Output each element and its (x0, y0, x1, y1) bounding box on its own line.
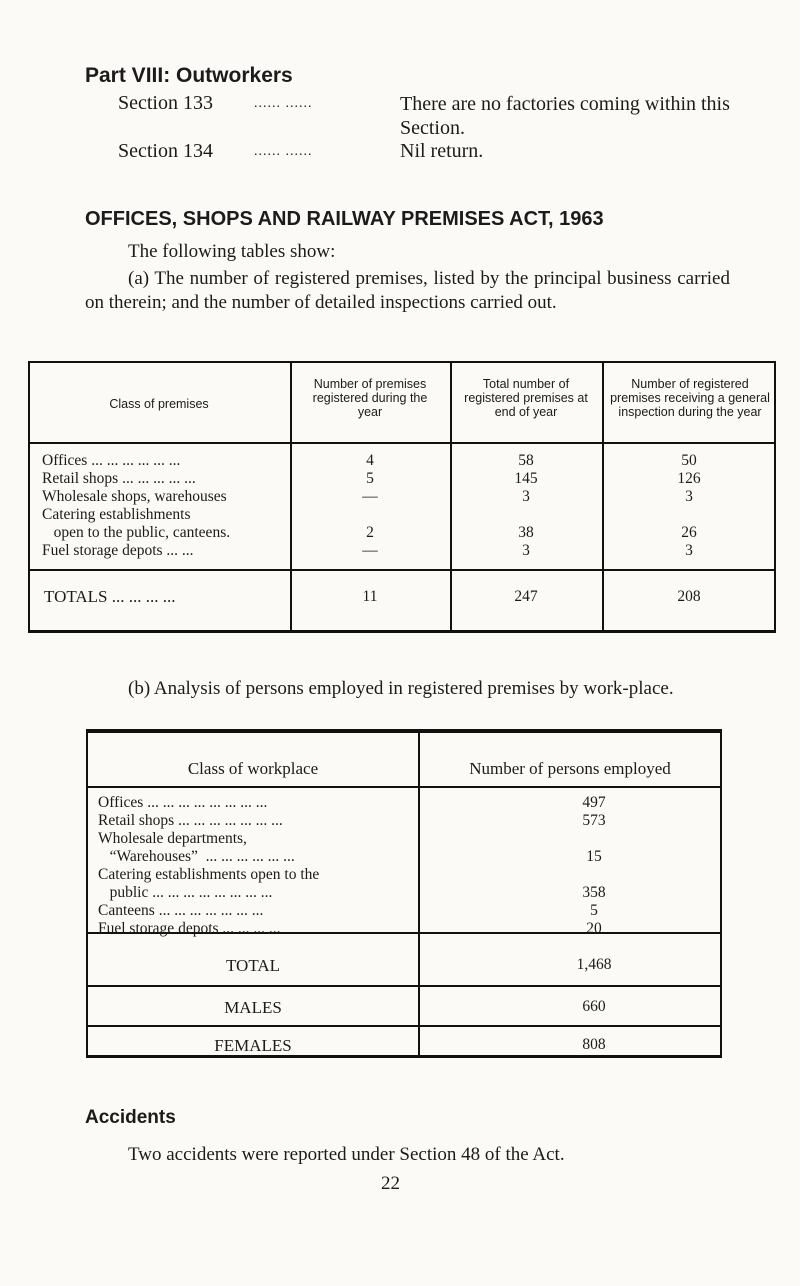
cell: 5 (366, 470, 374, 487)
males-cell: 660 (582, 998, 606, 1015)
table-divider (450, 363, 452, 630)
cell: 145 (514, 470, 538, 487)
females-cell: 808 (582, 1036, 606, 1053)
paragraph-a: (a) The number of registered premises, listed by the principal business carried on therein; and the number of detailed inspections carried out. (85, 268, 730, 313)
row-label-offices: Offices ... ... ... ... ... ... (42, 452, 181, 469)
section-133-text: There are no factories coming within this Section. (400, 93, 730, 139)
cell: 26 (681, 524, 697, 541)
act-heading: OFFICES, SHOPS AND RAILWAY PREMISES ACT, 1963 (85, 208, 604, 230)
row-label-retail: Retail shops ... ... ... ... ... ... ... (98, 812, 283, 829)
cell: 4 (366, 452, 374, 469)
table-divider (290, 363, 292, 630)
row-label-canteens: Canteens ... ... ... ... ... ... ... (98, 902, 264, 919)
cell: 2 (366, 524, 374, 541)
header-class-of-workplace: Class of workplace (187, 759, 319, 778)
header-total-registered: Total number of registered premises at end of year (464, 377, 588, 419)
cell: 15 (586, 848, 602, 865)
cell: 3 (522, 488, 530, 505)
section-134-dots: ...... ...... (254, 144, 313, 159)
workplace-table (86, 731, 722, 1058)
totals-label: TOTALS ... ... ... ... (44, 587, 176, 606)
intro-text: The following tables show: (128, 241, 336, 262)
total-label: TOTAL (225, 956, 281, 975)
cell: 5 (590, 902, 598, 919)
females-label: FEMALES (214, 1036, 292, 1055)
section-133-label: Section 133 (118, 92, 213, 114)
cell: 3 (685, 542, 693, 559)
row-label-wholesale: Wholesale shops, warehouses (42, 488, 227, 505)
row-label-offices: Offices ... ... ... ... ... ... ... ... (98, 794, 268, 811)
row-label-catering-cont: open to the public, canteens. (42, 524, 231, 541)
row-label-fuel: Fuel storage depots ... ... ... ... (98, 920, 281, 937)
row-label-catering: Catering establishments (42, 506, 191, 523)
cell: 126 (677, 470, 701, 487)
cell: 358 (582, 884, 606, 901)
header-class-of-premises: Class of premises (109, 397, 209, 411)
totals-cell: 208 (677, 588, 701, 605)
cell: 3 (522, 542, 530, 559)
table-divider (88, 1025, 720, 1027)
cell: 58 (518, 452, 534, 469)
table-divider (88, 985, 720, 987)
header-registered-during-year: Number of premises registered during the year (312, 377, 428, 419)
row-label-retail: Retail shops ... ... ... ... ... (42, 470, 196, 487)
cell: 38 (518, 524, 534, 541)
row-label-fuel: Fuel storage depots ... ... (42, 542, 194, 559)
section-134-label: Section 134 (118, 140, 213, 162)
cell: 50 (681, 452, 697, 469)
section-133-dots: ...... ...... (254, 96, 313, 111)
row-label-public: public ... ... ... ... ... ... ... ... (98, 884, 273, 901)
males-label: MALES (224, 998, 282, 1017)
paragraph-b: (b) Analysis of persons employed in registered premises by work-place. (128, 678, 674, 699)
table-divider (30, 569, 774, 571)
row-label-wholesale: Wholesale departments, (98, 830, 247, 847)
table-divider (30, 442, 774, 444)
cell: — (362, 542, 378, 559)
page-number: 22 (381, 1173, 400, 1194)
total-cell: 1,468 (576, 956, 612, 973)
cell: 573 (582, 812, 606, 829)
cell: 20 (586, 920, 602, 937)
accidents-heading: Accidents (85, 1107, 176, 1128)
section-134-text: Nil return. (400, 140, 484, 162)
table-divider (418, 731, 420, 1055)
premises-table (28, 361, 776, 633)
table-divider (88, 786, 720, 788)
part-heading: Part VIII: Outworkers (85, 64, 293, 87)
table-top-rule (86, 729, 722, 733)
table-divider (602, 363, 604, 630)
totals-cell: 11 (362, 588, 378, 605)
cell: 497 (582, 794, 606, 811)
row-label-warehouses: “Warehouses” ... ... ... ... ... ... (98, 848, 295, 865)
cell: 3 (685, 488, 693, 505)
totals-cell: 247 (514, 588, 538, 605)
header-general-inspection: Number of registered premises receiving a general inspection during the year (610, 377, 770, 419)
accidents-text: Two accidents were reported under Section 48 of the Act. (128, 1144, 565, 1165)
row-label-catering: Catering establishments open to the (98, 866, 320, 883)
header-persons-employed: Number of persons employed (469, 759, 671, 778)
cell: — (362, 488, 378, 505)
